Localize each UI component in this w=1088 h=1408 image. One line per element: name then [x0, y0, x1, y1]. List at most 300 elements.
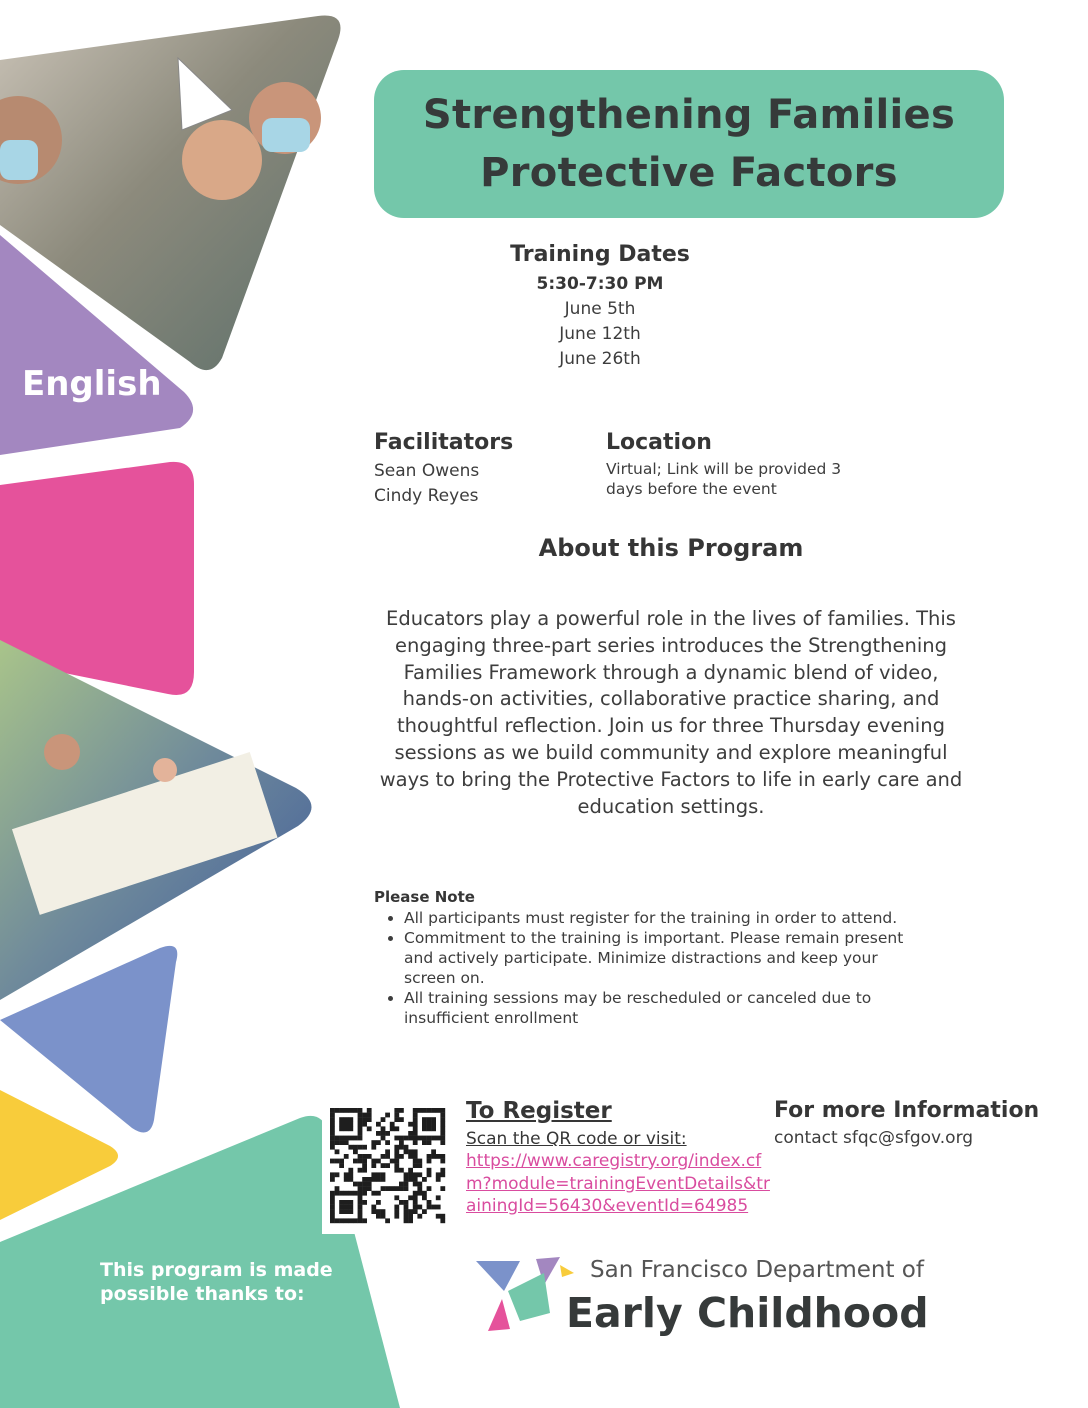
qr-module	[381, 1163, 386, 1168]
qr-module	[399, 1168, 404, 1173]
qr-module	[339, 1163, 344, 1168]
qr-module	[427, 1154, 432, 1159]
qr-module	[362, 1218, 367, 1223]
qr-module	[358, 1214, 363, 1219]
register-link[interactable]: https://www.caregistry.org/index.cfm?module=trainingEventDetails&trainingId=56430&eventId=64985	[466, 1151, 770, 1216]
qr-module	[330, 1218, 335, 1223]
qr-module	[417, 1182, 422, 1187]
qr-module	[440, 1126, 445, 1131]
qr-module	[413, 1195, 418, 1200]
photo-child-face	[182, 120, 262, 200]
qr-module	[371, 1177, 376, 1182]
qr-module	[436, 1108, 441, 1113]
qr-module	[358, 1113, 363, 1118]
qr-module	[362, 1154, 367, 1159]
qr-module	[427, 1168, 432, 1173]
qr-module	[367, 1117, 372, 1122]
qr-module	[408, 1149, 413, 1154]
photo-man-mask	[0, 140, 38, 180]
qr-module	[422, 1136, 427, 1141]
qr-module	[422, 1191, 427, 1196]
qr-module	[394, 1154, 399, 1159]
qr-module	[339, 1126, 344, 1131]
qr-module	[330, 1195, 335, 1200]
qr-module	[358, 1154, 363, 1159]
qr-module	[394, 1113, 399, 1118]
qr-module	[348, 1200, 353, 1205]
qr-module	[427, 1108, 432, 1113]
qr-module	[385, 1149, 390, 1154]
qr-module	[358, 1126, 363, 1131]
contact-email: contact sfqc@sfgov.org	[774, 1128, 974, 1148]
qr-module	[358, 1117, 363, 1122]
qr-module	[330, 1172, 335, 1177]
qr-module	[399, 1154, 404, 1159]
qr-module	[335, 1191, 340, 1196]
qr-module	[413, 1140, 418, 1145]
qr-module	[427, 1126, 432, 1131]
photo-mask	[262, 118, 310, 152]
qr-module	[348, 1218, 353, 1223]
qr-module	[440, 1186, 445, 1191]
qr-module	[431, 1108, 436, 1113]
qr-module	[330, 1200, 335, 1205]
qr-module	[436, 1214, 441, 1219]
qr-module	[371, 1172, 376, 1177]
qr-module	[404, 1145, 409, 1150]
note-item: • Commitment to the training is important. Please remain present and actively participate. Minimize distractions and keep your screen on.	[404, 928, 904, 988]
qr-module	[330, 1131, 335, 1136]
qr-module	[399, 1200, 404, 1205]
please-note-heading: Please Note	[374, 888, 475, 906]
qr-module	[358, 1205, 363, 1210]
qr-module	[344, 1122, 349, 1127]
qr-code-graphic	[322, 1100, 454, 1234]
qr-module	[344, 1209, 349, 1214]
qr-module	[358, 1200, 363, 1205]
qr-module	[408, 1172, 413, 1177]
qr-module	[367, 1177, 372, 1182]
qr-module	[381, 1172, 386, 1177]
qr-module	[358, 1218, 363, 1223]
qr-module	[330, 1159, 335, 1164]
qr-module	[440, 1159, 445, 1164]
qr-module	[399, 1117, 404, 1122]
training-dates-section	[500, 242, 700, 372]
qr-module	[417, 1214, 422, 1219]
qr-module	[381, 1177, 386, 1182]
qr-module	[399, 1182, 404, 1187]
qr-module	[335, 1159, 340, 1164]
qr-module	[344, 1172, 349, 1177]
qr-module	[394, 1186, 399, 1191]
qr-module	[348, 1108, 353, 1113]
qr-module	[404, 1205, 409, 1210]
qr-module	[394, 1205, 399, 1210]
thanks-text: This program is made possible thanks to:	[100, 1259, 333, 1305]
qr-module	[413, 1191, 418, 1196]
qr-module	[436, 1136, 441, 1141]
register-heading: To Register	[466, 1098, 612, 1124]
qr-module	[427, 1122, 432, 1127]
qr-module	[371, 1205, 376, 1210]
page-title	[374, 70, 1004, 202]
qr-module	[413, 1122, 418, 1127]
title-line-2: Protective Factors	[480, 150, 898, 196]
qr-module	[422, 1117, 427, 1122]
qr-module	[371, 1163, 376, 1168]
qr-module	[344, 1177, 349, 1182]
qr-module	[344, 1140, 349, 1145]
qr-module	[404, 1218, 409, 1223]
qr-module	[408, 1218, 413, 1223]
qr-module	[371, 1145, 376, 1150]
about-heading: About this Program	[538, 534, 804, 562]
qr-module	[413, 1154, 418, 1159]
qr-module	[335, 1186, 340, 1191]
qr-module	[362, 1145, 367, 1150]
qr-module	[367, 1126, 372, 1131]
qr-module	[381, 1154, 386, 1159]
qr-module	[408, 1177, 413, 1182]
qr-module	[408, 1136, 413, 1141]
qr-module	[422, 1177, 427, 1182]
qr-module	[417, 1172, 422, 1177]
qr-module	[408, 1122, 413, 1127]
logo-early-childhood-text: Early Childhood	[566, 1289, 929, 1337]
qr-module	[436, 1205, 441, 1210]
qr-module	[335, 1136, 340, 1141]
qr-module	[413, 1209, 418, 1214]
qr-module	[422, 1126, 427, 1131]
qr-module	[367, 1154, 372, 1159]
qr-module	[436, 1154, 441, 1159]
qr-module	[440, 1131, 445, 1136]
qr-module	[408, 1195, 413, 1200]
qr-module	[413, 1172, 418, 1177]
qr-module	[339, 1108, 344, 1113]
sfdec-logo-mark-icon	[474, 1255, 574, 1345]
qr-module	[399, 1136, 404, 1141]
qr-module	[394, 1136, 399, 1141]
qr-module	[417, 1191, 422, 1196]
qr-module	[358, 1159, 363, 1164]
qr-module	[376, 1191, 381, 1196]
qr-module	[413, 1131, 418, 1136]
qr-module	[431, 1149, 436, 1154]
qr-module	[431, 1136, 436, 1141]
qr-module	[371, 1140, 376, 1145]
qr-module	[436, 1172, 441, 1177]
qr-module	[440, 1168, 445, 1173]
qr-module	[353, 1191, 358, 1196]
qr-module	[394, 1108, 399, 1113]
qr-module	[408, 1154, 413, 1159]
register-section	[466, 1098, 776, 1218]
note-item: • All participants must register for the training in order to attend.	[404, 908, 904, 928]
qr-module	[431, 1205, 436, 1210]
qr-module	[330, 1126, 335, 1131]
training-date: June 5th	[564, 299, 636, 319]
qr-module	[394, 1145, 399, 1150]
qr-module	[440, 1113, 445, 1118]
qr-module	[427, 1205, 432, 1210]
qr-module	[362, 1200, 367, 1205]
qr-module	[348, 1145, 353, 1150]
qr-module	[385, 1163, 390, 1168]
about-text: Educators play a powerful role in the lives of families. This engaging three-part series introduces the Strengthening Families Framework through a dynamic blend of video, hands-on activities, collaborative practice sharing, and thoughtful reflection. Join us for three Thursday evening sessions as we build community and explore meaningful ways to bring the Protective Factors to life in early care and education settings.	[379, 607, 963, 818]
qr-module	[348, 1126, 353, 1131]
training-date: June 12th	[559, 324, 641, 344]
qr-module	[440, 1108, 445, 1113]
qr-module	[339, 1209, 344, 1214]
location-text: Virtual; Link will be provided 3 days before the event	[606, 460, 842, 498]
qr-module	[404, 1182, 409, 1187]
qr-module	[362, 1168, 367, 1173]
qr-module	[344, 1117, 349, 1122]
qr-module	[362, 1186, 367, 1191]
qr-module	[348, 1177, 353, 1182]
training-time: 5:30-7:30 PM	[536, 274, 664, 294]
qr-module	[413, 1177, 418, 1182]
qr-module	[417, 1163, 422, 1168]
qr-module	[330, 1145, 335, 1150]
title-line-1: Strengthening Families	[422, 92, 956, 138]
qr-module	[362, 1191, 367, 1196]
qr-module	[422, 1122, 427, 1127]
qr-module	[440, 1136, 445, 1141]
qr-module	[417, 1186, 422, 1191]
qr-module	[413, 1163, 418, 1168]
qr-module	[344, 1200, 349, 1205]
facilitators-section	[374, 430, 584, 509]
qr-module	[440, 1214, 445, 1219]
qr-module	[399, 1108, 404, 1113]
qr-module	[376, 1209, 381, 1214]
qr-module	[394, 1214, 399, 1219]
qr-module	[408, 1209, 413, 1214]
photo-child-2	[153, 758, 177, 782]
qr-module	[344, 1191, 349, 1196]
sfdec-logo	[474, 1255, 954, 1345]
logo-department-text: San Francisco Department of	[590, 1257, 924, 1283]
qr-module	[381, 1126, 386, 1131]
qr-module	[404, 1136, 409, 1141]
qr-module	[404, 1149, 409, 1154]
qr-module	[408, 1168, 413, 1173]
qr-module	[422, 1195, 427, 1200]
qr-module	[339, 1122, 344, 1127]
qr-module	[427, 1159, 432, 1164]
qr-module	[376, 1172, 381, 1177]
qr-module	[330, 1191, 335, 1196]
qr-module	[367, 1113, 372, 1118]
qr-module	[353, 1108, 358, 1113]
title-banner	[374, 70, 1004, 218]
qr-module	[339, 1117, 344, 1122]
qr-module	[344, 1154, 349, 1159]
qr-module	[330, 1177, 335, 1182]
qr-module	[348, 1172, 353, 1177]
qr-module	[362, 1177, 367, 1182]
qr-module	[385, 1154, 390, 1159]
qr-module	[431, 1117, 436, 1122]
qr-module	[413, 1149, 418, 1154]
qr-module	[417, 1205, 422, 1210]
qr-module	[427, 1200, 432, 1205]
qr-module	[417, 1159, 422, 1164]
qr-module	[413, 1126, 418, 1131]
training-dates-heading: Training Dates	[510, 242, 690, 267]
qr-module	[394, 1149, 399, 1154]
qr-module	[330, 1209, 335, 1214]
qr-module	[348, 1122, 353, 1127]
qr-module	[376, 1214, 381, 1219]
please-note-section	[374, 888, 904, 1028]
qr-module	[413, 1182, 418, 1187]
qr-module	[404, 1200, 409, 1205]
qr-module	[440, 1154, 445, 1159]
qr-module	[362, 1117, 367, 1122]
qr-module	[339, 1218, 344, 1223]
qr-module	[353, 1149, 358, 1154]
qr-module	[376, 1200, 381, 1205]
more-info-section	[774, 1098, 1074, 1149]
qr-module	[390, 1186, 395, 1191]
qr-module	[330, 1140, 335, 1145]
qr-module	[440, 1122, 445, 1127]
qr-module	[408, 1214, 413, 1219]
qr-module	[335, 1218, 340, 1223]
qr-module	[394, 1195, 399, 1200]
qr-module	[358, 1182, 363, 1187]
qr-module	[339, 1191, 344, 1196]
qr-module	[399, 1186, 404, 1191]
qr-module	[404, 1172, 409, 1177]
qr-module	[385, 1186, 390, 1191]
qr-module	[330, 1205, 335, 1210]
photo-child-1	[44, 734, 80, 770]
qr-module	[381, 1209, 386, 1214]
qr-module	[358, 1209, 363, 1214]
qr-module	[353, 1145, 358, 1150]
note-list	[374, 908, 904, 1028]
qr-code-icon[interactable]	[322, 1100, 454, 1234]
location-heading: Location	[606, 430, 712, 455]
qr-module	[385, 1140, 390, 1145]
qr-module	[339, 1136, 344, 1141]
qr-module	[385, 1218, 390, 1223]
qr-module	[440, 1218, 445, 1223]
qr-module	[344, 1136, 349, 1141]
qr-module	[358, 1168, 363, 1173]
qr-module	[358, 1131, 363, 1136]
location-section	[606, 430, 846, 499]
qr-module	[376, 1159, 381, 1164]
qr-module	[330, 1136, 335, 1141]
qr-module	[390, 1159, 395, 1164]
qr-module	[417, 1136, 422, 1141]
qr-module	[330, 1108, 335, 1113]
qr-module	[335, 1172, 340, 1177]
qr-module	[344, 1126, 349, 1131]
qr-module	[358, 1122, 363, 1127]
qr-module	[413, 1113, 418, 1118]
qr-module	[353, 1136, 358, 1141]
qr-module	[376, 1140, 381, 1145]
qr-module	[381, 1131, 386, 1136]
qr-module	[399, 1140, 404, 1145]
qr-module	[339, 1159, 344, 1164]
qr-module	[390, 1122, 395, 1127]
qr-module	[427, 1117, 432, 1122]
qr-module	[390, 1126, 395, 1131]
qr-module	[353, 1218, 358, 1223]
qr-module	[431, 1154, 436, 1159]
qr-module	[404, 1186, 409, 1191]
qr-module	[436, 1177, 441, 1182]
qr-module	[422, 1140, 427, 1145]
qr-module	[413, 1108, 418, 1113]
qr-module	[413, 1136, 418, 1141]
qr-module	[362, 1122, 367, 1127]
qr-module	[440, 1140, 445, 1145]
scan-instruction: Scan the QR code or visit:	[466, 1129, 687, 1149]
qr-module	[404, 1214, 409, 1219]
qr-module	[371, 1191, 376, 1196]
qr-module	[381, 1136, 386, 1141]
qr-module	[394, 1126, 399, 1131]
qr-module	[394, 1117, 399, 1122]
qr-module	[385, 1113, 390, 1118]
qr-module	[422, 1209, 427, 1214]
qr-module	[348, 1191, 353, 1196]
qr-module	[427, 1172, 432, 1177]
qr-module	[413, 1159, 418, 1164]
qr-module	[427, 1136, 432, 1141]
qr-module	[394, 1168, 399, 1173]
qr-module	[335, 1149, 340, 1154]
qr-module	[353, 1159, 358, 1164]
qr-module	[367, 1182, 372, 1187]
qr-module	[330, 1122, 335, 1127]
qr-module	[404, 1209, 409, 1214]
qr-module	[362, 1159, 367, 1164]
qr-module	[436, 1195, 441, 1200]
qr-module	[348, 1205, 353, 1210]
qr-module	[381, 1186, 386, 1191]
qr-module	[381, 1117, 386, 1122]
qr-module	[367, 1186, 372, 1191]
yellow-triangle	[0, 1090, 118, 1220]
qr-module	[440, 1117, 445, 1122]
qr-module	[376, 1177, 381, 1182]
qr-module	[339, 1205, 344, 1210]
qr-module	[440, 1172, 445, 1177]
qr-module	[344, 1205, 349, 1210]
qr-module	[362, 1163, 367, 1168]
qr-module	[358, 1145, 363, 1150]
qr-module	[367, 1108, 372, 1113]
qr-module	[404, 1177, 409, 1182]
qr-module	[399, 1145, 404, 1150]
qr-module	[358, 1186, 363, 1191]
qr-module	[348, 1168, 353, 1173]
qr-module	[348, 1209, 353, 1214]
qr-module	[394, 1209, 399, 1214]
qr-module	[353, 1182, 358, 1187]
qr-module	[427, 1186, 432, 1191]
